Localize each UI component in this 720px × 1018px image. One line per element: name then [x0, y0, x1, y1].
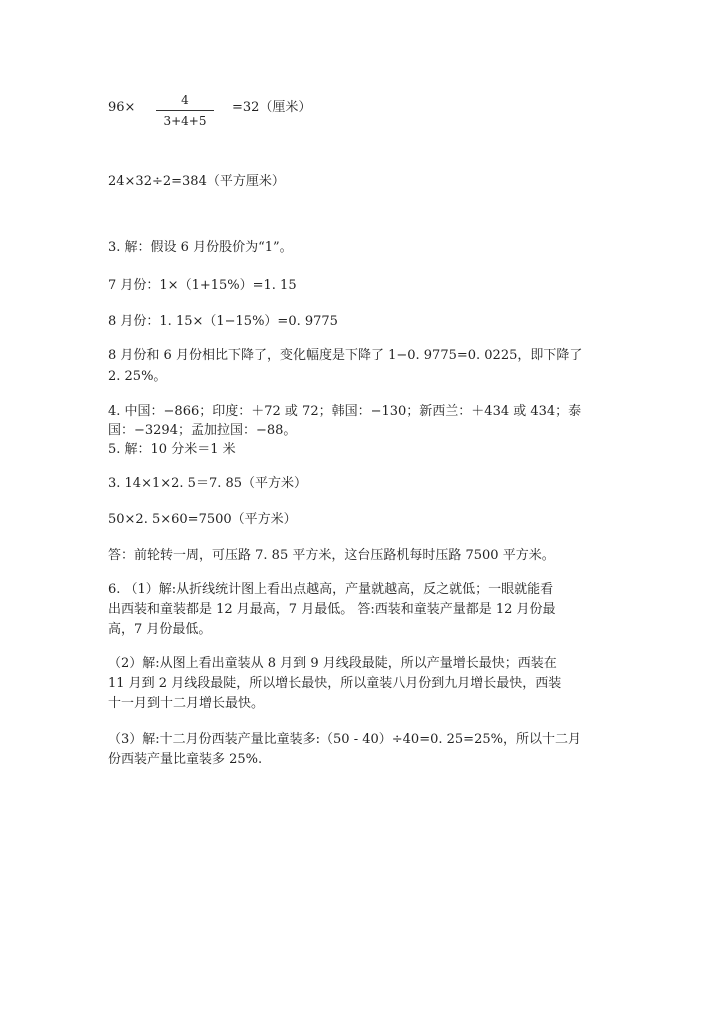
q5-header: 5. 解：10 分米＝1 米: [108, 442, 236, 457]
q5-area: 3. 14×1×2. 5＝7. 85（平方米）: [108, 476, 308, 491]
q6-part3-line-2: 份西装产量比童装多 25%.: [108, 752, 263, 767]
q6-part1-line-1: 6. （1）解:从折线统计图上看出点越高，产量就越高，反之就低；一眼就能看: [108, 582, 554, 597]
q6-part2-line-3: 十一月到十二月增长最快。: [108, 696, 265, 711]
fraction-numerator: 4: [181, 93, 189, 107]
q4-line-1: 4. 中国：−866；印度：＋72 或 72；韩国：−130；新西兰：＋434 或 434；泰: [108, 404, 582, 419]
q3-header: 3. 解：假设 6 月份股价为“1”。: [108, 240, 293, 255]
fraction-denominator: 3+4+5: [163, 114, 207, 128]
q4-line-2: 国：−3294；孟加拉国：−88。: [108, 423, 297, 438]
q6-part2-line-1: （2）解:从图上看出童装从 8 月到 9 月线段最陡，所以产量增长最快；西装在: [108, 656, 557, 671]
formula-prefix: 96×: [108, 100, 136, 115]
q3-compare-1: 8 月份和 6 月份相比下降了，变化幅度是下降了 1−0. 9775=0. 0225，即下降了: [108, 348, 583, 363]
q5-total: 50×2. 5×60=7500（平方米）: [108, 512, 297, 527]
q3-august: 8 月份：1. 15×（1−15%）=0. 9775: [108, 314, 338, 329]
area-line: 24×32÷2=384（平方厘米）: [108, 174, 285, 189]
q5-answer: 答：前轮转一周，可压路 7. 85 平方米，这台压路机每时压路 7500 平方米。: [108, 548, 555, 563]
q6-part2-line-2: 11 月到 2 月线段最陡，所以增长最快，所以童装八月份到九月增长最快，西装: [108, 676, 562, 691]
q6-part3-line-1: （3）解:十二月份西装产量比童装多:（50 - 40）÷40=0. 25=25%，所以十二月: [108, 732, 581, 747]
q6-part1-line-3: 高，7 月份最低。: [108, 622, 212, 637]
fraction: [156, 92, 214, 129]
q6-part1-line-2: 出西装和童装都是 12 月最高，7 月最低。 答:西装和童装产量都是 12 月份最: [108, 602, 556, 617]
q3-july: 7 月份：1×（1+15%）=1. 15: [108, 278, 297, 293]
fraction-bar: [156, 110, 214, 111]
q3-compare-2: 2. 25%。: [108, 369, 167, 384]
formula-suffix: =32（厘米）: [232, 100, 312, 115]
